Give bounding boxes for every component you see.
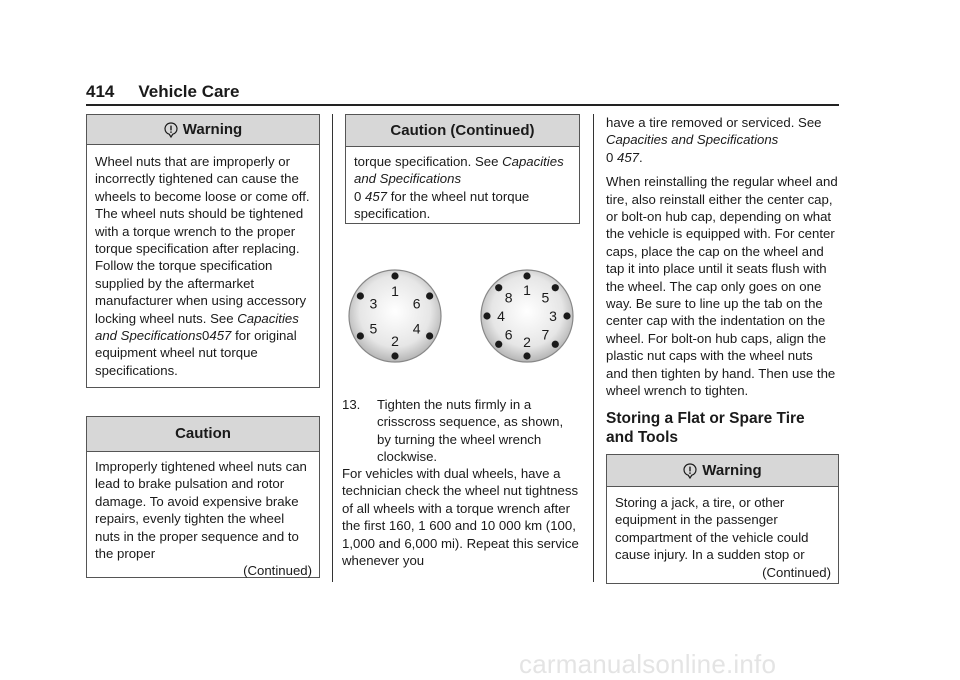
lug-sequence-label: 1	[523, 282, 531, 298]
column-divider-1	[332, 114, 333, 582]
capacities-link[interactable]: Capacities and Specifications	[95, 310, 299, 344]
caution-continued-title-label: Caution (Continued)	[390, 122, 535, 139]
warning-icon	[683, 463, 697, 479]
five-lug-wheel	[349, 270, 441, 362]
caution-continued-title	[346, 115, 579, 147]
page-ref-number[interactable]: 457	[209, 328, 232, 344]
capacities-link[interactable]: Capacities and Specifications	[354, 154, 564, 187]
warning-box-2-body	[607, 487, 838, 564]
column-divider-2	[593, 114, 594, 582]
caution-box-body	[87, 452, 319, 562]
column-3-text	[606, 114, 838, 407]
page-ref-number[interactable]: 457	[617, 149, 640, 165]
lug-sequence-label: 6	[412, 295, 421, 312]
page-header	[86, 82, 240, 102]
lug-nut-sequence-diagram	[345, 264, 585, 374]
lug-sequence-label: 4	[497, 308, 505, 324]
caution-box	[86, 416, 320, 578]
caution-continued-text: torque specification. See	[354, 154, 499, 169]
warning-box-title	[607, 455, 838, 487]
page-ref-icon: 0	[202, 328, 210, 344]
period: .	[639, 149, 643, 165]
lug-nut	[523, 272, 530, 279]
lug-sequence-label: 5	[369, 320, 378, 337]
lug-nut	[391, 352, 398, 359]
lug-sequence-label: 4	[412, 320, 421, 337]
lug-nut	[483, 312, 490, 319]
lug-sequence-label: 3	[369, 295, 378, 312]
lug-nut	[523, 352, 530, 359]
lug-sequence-label: 8	[504, 289, 513, 306]
warning-body-end: for original equipment wheel nut torque specifications.	[95, 328, 297, 378]
lug-nut	[426, 332, 433, 339]
warning-box-body	[87, 145, 319, 379]
lug-nut	[426, 292, 433, 299]
lug-nut	[357, 292, 364, 299]
warning-box-title	[87, 115, 319, 145]
warning-title-label: Warning	[702, 462, 762, 479]
page-ref-icon: 0	[354, 188, 362, 204]
dual-wheels-paragraph: For vehicles with dual wheels, have a technician check the wheel nut tightness of all wheels with a torque wrench after the first 160, 1 600 and 10 000 km (100, 1,000 and 6,000 mi). Repeat this service whenever you	[342, 466, 579, 569]
header-rule	[86, 104, 839, 106]
caution-continued-body	[346, 147, 579, 223]
lug-sequence-label: 5	[541, 289, 550, 306]
step-text: Tighten the nuts firmly in a crisscross sequence, as shown, by turning the wheel wrench clockwise.	[377, 397, 564, 465]
step-number: 13.	[342, 397, 361, 412]
lug-nut	[391, 272, 398, 279]
caution-title-label: Caution	[175, 425, 231, 442]
page-ref-icon: 0	[606, 149, 614, 165]
lug-sequence-label: 6	[504, 326, 513, 343]
lug-sequence-label: 2	[523, 334, 531, 350]
warning-2-body-text: Storing a jack, a tire, or other equipment in the passenger compartment of the vehicle could cause injury. In a sudden stop or	[615, 495, 809, 563]
continued-label: (Continued)	[762, 564, 831, 580]
caution-continued-box	[345, 114, 580, 224]
paragraph-reinstalling: When reinstalling the regular wheel and tire, also reinstall either the center cap, or bolt-on hub cap, depending on what the vehicle is equipped with. For center caps, place the cap on the wheel and tap it into place until it seats flush with the wheel. The cap only goes on one way. Be sure to line up the tab on the center cap with the indentation on the wheel. For bolt-on hub caps, align the plastic nut caps with the wheel nuts and then tighten by hand. Then use the wheel wrench to tighten.	[606, 174, 838, 399]
lug-sequence-label: 2	[391, 333, 399, 349]
paragraph-have-tire-removed	[606, 114, 838, 166]
warning-box	[86, 114, 320, 388]
lug-sequence-label: 7	[541, 326, 550, 343]
lug-nut	[357, 332, 364, 339]
lug-nut	[495, 284, 502, 291]
caution-continued-end: for the wheel nut torque specification.	[354, 188, 530, 222]
eight-lug-wheel	[481, 270, 573, 362]
lug-nut	[495, 341, 502, 348]
warning-body-text: Wheel nuts that are improperly or incorrectly tightened can cause the wheels to become loose or come off. The wheel nuts should be tightened with a torque wrench to the proper torque specification after replacing. Follow the torque specification supplied by the aftermarket manufacturer when using accessory locking wheel nuts. See	[95, 154, 310, 326]
paragraph-text: have a tire removed or serviced. See	[606, 115, 822, 130]
caution-body-text: Improperly tightened wheel nuts can lead to brake pulsation and rotor damage. To avoid expensive brake repairs, evenly tighten the wheel nuts in the proper sequence and to the proper	[95, 459, 307, 562]
page-ref-number[interactable]: 457	[365, 188, 388, 204]
section-title: Vehicle Care	[138, 82, 240, 101]
lug-nut	[552, 284, 559, 291]
subheading-storing-spare: Storing a Flat or Spare Tire and Tools	[606, 410, 805, 446]
capacities-link[interactable]: Capacities and Specifications	[606, 132, 779, 148]
warning-icon	[164, 122, 178, 138]
page-number: 414	[86, 82, 115, 101]
lug-sequence-label: 3	[549, 308, 557, 324]
continued-label: (Continued)	[243, 563, 312, 579]
lug-nut	[552, 341, 559, 348]
lug-sequence-label: 1	[391, 283, 399, 299]
lug-nut	[563, 312, 570, 319]
watermark: carmanualsonline.info	[519, 649, 777, 679]
warning-box-2	[606, 454, 839, 584]
caution-box-title	[87, 417, 319, 452]
warning-title-label: Warning	[182, 121, 243, 138]
